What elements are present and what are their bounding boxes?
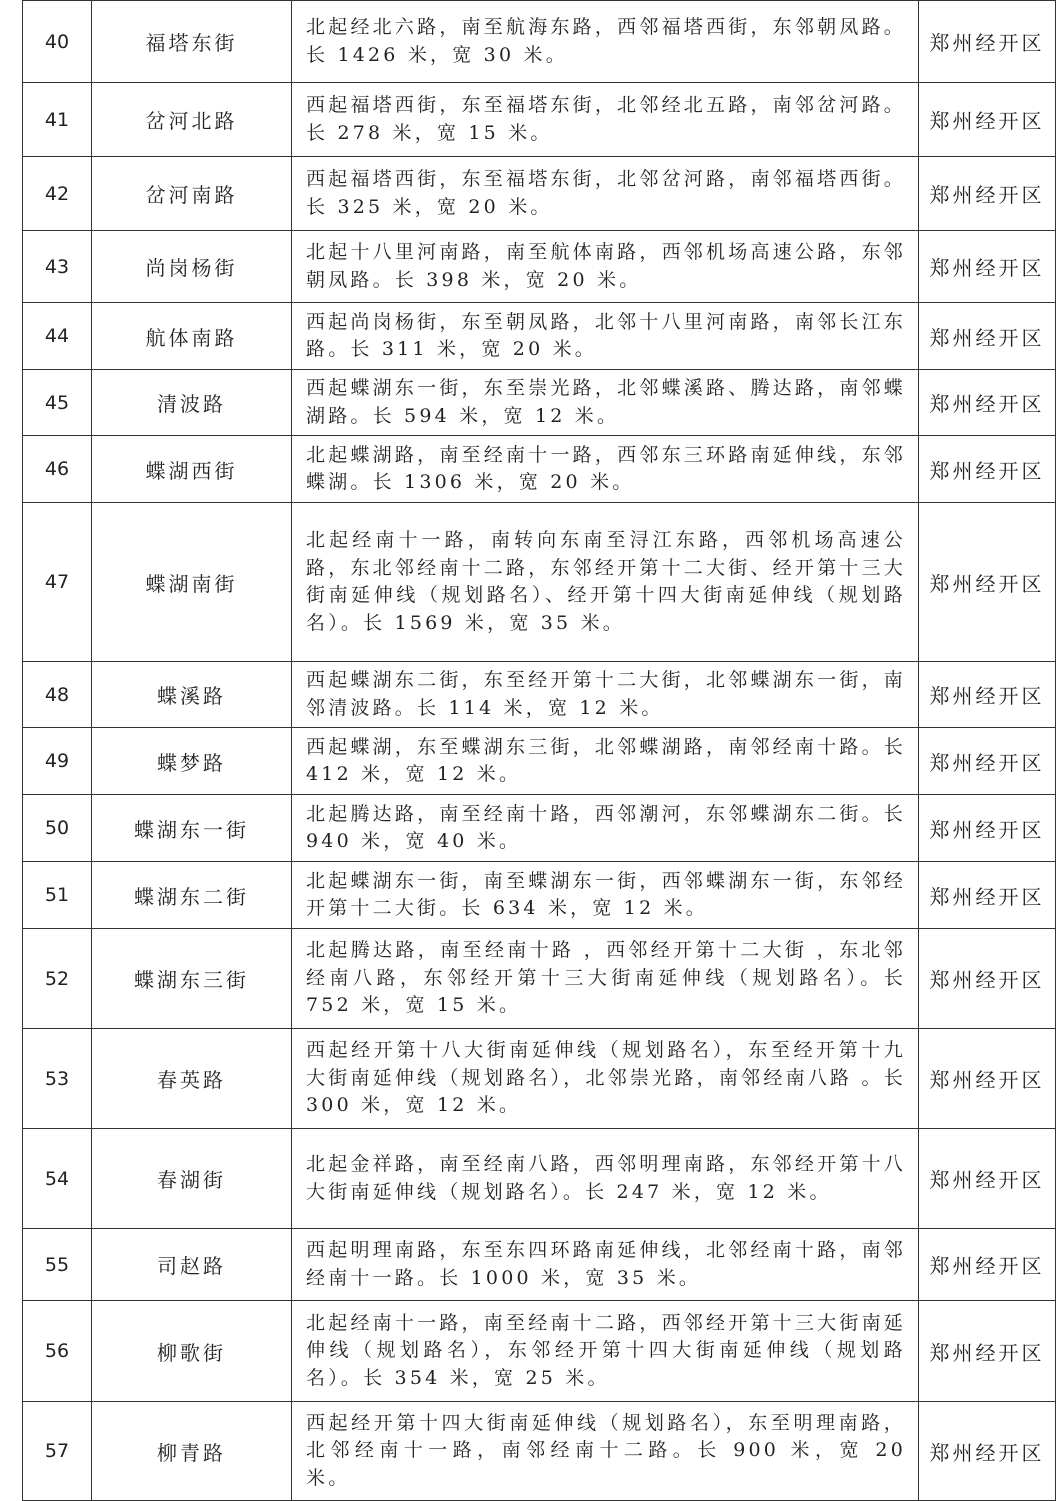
road-description: 北起蝶湖东一街，南至蝶湖东一街，西邻蝶湖东一街，东邻经开第十二大街。长 634 米，宽 12 米。 bbox=[292, 862, 919, 929]
road-description: 北起经南十一路，南转向东南至浔江东路，西邻机场高速公路，东北邻经南十二路，东邻经开第十二大街、经开第十三大街南延伸线（规划路名）、经开第十四大街南延伸线（规划路名）。长 1569 米，宽 35 米。 bbox=[292, 503, 919, 662]
table-row bbox=[23, 1402, 1056, 1501]
district: 郑州经开区 bbox=[919, 436, 1056, 503]
table-row bbox=[23, 662, 1056, 728]
table-row bbox=[23, 1129, 1056, 1229]
road-description: 北起经北六路，南至航海东路，西邻福塔西街，东邻朝凤路。长 1426 米，宽 30 米。 bbox=[292, 1, 919, 83]
district: 郑州经开区 bbox=[919, 303, 1056, 370]
road-description: 西起经开第十四大街南延伸线（规划路名），东至明理南路，北邻经南十一路，南邻经南十二路。长 900 米，宽 20 米。 bbox=[292, 1402, 919, 1501]
table-row bbox=[23, 862, 1056, 929]
row-number: 45 bbox=[23, 370, 92, 436]
road-name: 蝶溪路 bbox=[92, 662, 292, 728]
table-row bbox=[23, 231, 1056, 303]
row-number: 42 bbox=[23, 157, 92, 231]
row-number: 49 bbox=[23, 728, 92, 795]
table-row bbox=[23, 1301, 1056, 1402]
district: 郑州经开区 bbox=[919, 1301, 1056, 1402]
row-number: 46 bbox=[23, 436, 92, 503]
table-row bbox=[23, 1229, 1056, 1301]
road-description: 西起经开第十八大街南延伸线（规划路名），东至经开第十九大街南延伸线（规划路名），北邻崇光路，南邻经南八路 。长 300 米，宽 12 米。 bbox=[292, 1029, 919, 1129]
row-number: 55 bbox=[23, 1229, 92, 1301]
road-name: 司赵路 bbox=[92, 1229, 292, 1301]
road-naming-table bbox=[22, 0, 1056, 1501]
road-description: 西起明理南路，东至东四环路南延伸线，北邻经南十路，南邻经南十一路。长 1000 米，宽 35 米。 bbox=[292, 1229, 919, 1301]
table-row bbox=[23, 1029, 1056, 1129]
row-number: 56 bbox=[23, 1301, 92, 1402]
district: 郑州经开区 bbox=[919, 231, 1056, 303]
table-row bbox=[23, 303, 1056, 370]
row-number: 44 bbox=[23, 303, 92, 370]
road-description: 北起蝶湖路，南至经南十一路，西邻东三环路南延伸线，东邻蝶湖。长 1306 米，宽 20 米。 bbox=[292, 436, 919, 503]
road-name: 春湖街 bbox=[92, 1129, 292, 1229]
district: 郑州经开区 bbox=[919, 1, 1056, 83]
district: 郑州经开区 bbox=[919, 1229, 1056, 1301]
district: 郑州经开区 bbox=[919, 1402, 1056, 1501]
district: 郑州经开区 bbox=[919, 370, 1056, 436]
road-name: 蝶湖东三街 bbox=[92, 929, 292, 1029]
road-description: 西起福塔西街，东至福塔东街，北邻经北五路，南邻岔河路。长 278 米，宽 15 米。 bbox=[292, 83, 919, 157]
district: 郑州经开区 bbox=[919, 503, 1056, 662]
row-number: 43 bbox=[23, 231, 92, 303]
road-name: 清波路 bbox=[92, 370, 292, 436]
table-row bbox=[23, 929, 1056, 1029]
road-description: 西起蝶湖东二街，东至经开第十二大街，北邻蝶湖东一街，南邻清波路。长 114 米，宽 12 米。 bbox=[292, 662, 919, 728]
road-name: 岔河南路 bbox=[92, 157, 292, 231]
road-name: 蝶湖南街 bbox=[92, 503, 292, 662]
road-description: 西起福塔西街，东至福塔东街，北邻岔河路，南邻福塔西街。长 325 米，宽 20 米。 bbox=[292, 157, 919, 231]
row-number: 54 bbox=[23, 1129, 92, 1229]
district: 郑州经开区 bbox=[919, 728, 1056, 795]
row-number: 53 bbox=[23, 1029, 92, 1129]
district: 郑州经开区 bbox=[919, 862, 1056, 929]
road-description: 西起尚岗杨街，东至朝凤路，北邻十八里河南路，南邻长江东路。长 311 米，宽 20 米。 bbox=[292, 303, 919, 370]
row-number: 40 bbox=[23, 1, 92, 83]
road-description: 北起十八里河南路，南至航体南路，西邻机场高速公路，东邻朝凤路。长 398 米，宽 20 米。 bbox=[292, 231, 919, 303]
row-number: 47 bbox=[23, 503, 92, 662]
district: 郑州经开区 bbox=[919, 157, 1056, 231]
road-name: 蝶湖东一街 bbox=[92, 795, 292, 862]
road-name: 福塔东街 bbox=[92, 1, 292, 83]
row-number: 57 bbox=[23, 1402, 92, 1501]
road-name: 柳歌街 bbox=[92, 1301, 292, 1402]
road-description: 西起蝶湖，东至蝶湖东三街，北邻蝶湖路，南邻经南十路。长 412 米，宽 12 米。 bbox=[292, 728, 919, 795]
table-row bbox=[23, 503, 1056, 662]
table-row bbox=[23, 83, 1056, 157]
road-name: 蝶湖西街 bbox=[92, 436, 292, 503]
road-name: 春英路 bbox=[92, 1029, 292, 1129]
table-row bbox=[23, 1, 1056, 83]
district: 郑州经开区 bbox=[919, 795, 1056, 862]
road-description: 北起腾达路，南至经南十路 ，西邻经开第十二大街 ，东北邻经南八路，东邻经开第十三大街南延伸线（规划路名）。长 752 米，宽 15 米。 bbox=[292, 929, 919, 1029]
row-number: 41 bbox=[23, 83, 92, 157]
row-number: 48 bbox=[23, 662, 92, 728]
row-number: 51 bbox=[23, 862, 92, 929]
table-row bbox=[23, 370, 1056, 436]
road-description: 北起经南十一路，南至经南十二路，西邻经开第十三大街南延伸线（规划路名），东邻经开第十四大街南延伸线（规划路名）。长 354 米，宽 25 米。 bbox=[292, 1301, 919, 1402]
road-name: 蝶梦路 bbox=[92, 728, 292, 795]
road-name: 蝶湖东二街 bbox=[92, 862, 292, 929]
row-number: 52 bbox=[23, 929, 92, 1029]
table-row bbox=[23, 795, 1056, 862]
road-name: 尚岗杨街 bbox=[92, 231, 292, 303]
road-description: 西起蝶湖东一街，东至崇光路，北邻蝶溪路、腾达路，南邻蝶湖路。长 594 米，宽 12 米。 bbox=[292, 370, 919, 436]
table-row bbox=[23, 157, 1056, 231]
table-row bbox=[23, 436, 1056, 503]
district: 郑州经开区 bbox=[919, 929, 1056, 1029]
road-name: 岔河北路 bbox=[92, 83, 292, 157]
table-row bbox=[23, 728, 1056, 795]
row-number: 50 bbox=[23, 795, 92, 862]
road-description: 北起腾达路，南至经南十路，西邻潮河，东邻蝶湖东二街。长 940 米，宽 40 米。 bbox=[292, 795, 919, 862]
district: 郑州经开区 bbox=[919, 1129, 1056, 1229]
district: 郑州经开区 bbox=[919, 662, 1056, 728]
road-name: 柳青路 bbox=[92, 1402, 292, 1501]
district: 郑州经开区 bbox=[919, 83, 1056, 157]
district: 郑州经开区 bbox=[919, 1029, 1056, 1129]
road-name: 航体南路 bbox=[92, 303, 292, 370]
road-description: 北起金祥路，南至经南八路，西邻明理南路，东邻经开第十八大街南延伸线（规划路名）。长 247 米，宽 12 米。 bbox=[292, 1129, 919, 1229]
